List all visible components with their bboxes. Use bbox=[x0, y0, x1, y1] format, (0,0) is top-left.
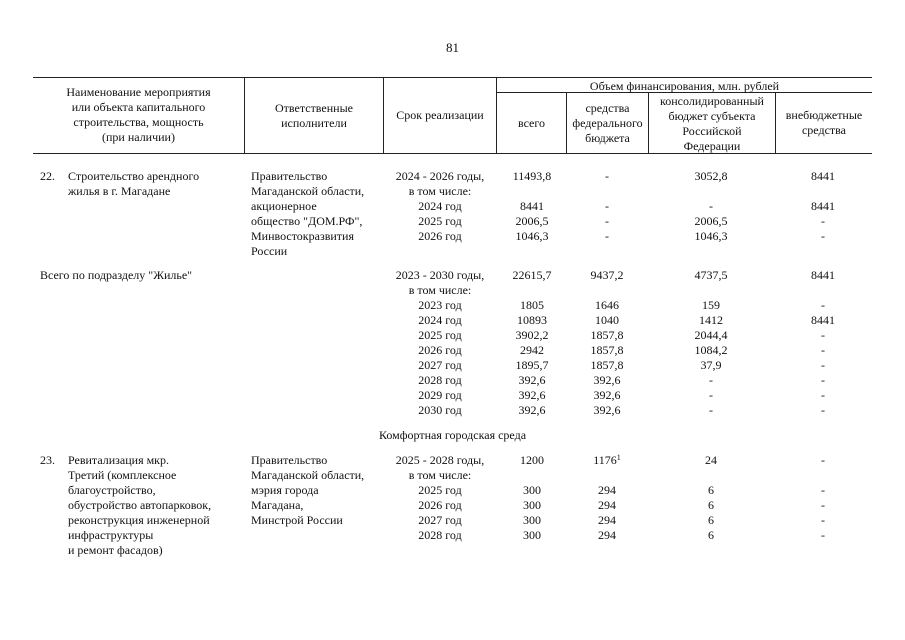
header-funding: Объем финансирования, млн. рублей bbox=[589, 79, 780, 93]
subtotal-total-cell bbox=[492, 283, 572, 298]
subtotal-federal-cell: 392,6 bbox=[593, 388, 621, 402]
row22-resp-line: Правительство bbox=[251, 169, 328, 183]
table-top-rule bbox=[33, 77, 872, 78]
subtotal-extra-cell: - bbox=[821, 298, 825, 312]
subtotal-consolidated-cell: - bbox=[709, 373, 713, 387]
header-name-line: (при наличии) bbox=[102, 130, 175, 144]
row22-consolidated bbox=[671, 169, 751, 244]
subtotal-total-cell: 1895,7 bbox=[515, 358, 549, 372]
subtotal-period-line: 2027 год bbox=[418, 358, 462, 372]
row23-federal-first-cell bbox=[567, 453, 647, 468]
row22-period-line: 2026 год bbox=[418, 229, 462, 243]
row23-name-line: обустройство автопарковок, bbox=[68, 498, 212, 512]
header-consolidated-line: Российской bbox=[682, 124, 742, 138]
subtotal-housing-label: Всего по подразделу "Жилье" bbox=[40, 268, 193, 282]
row23-consolidated-cell bbox=[671, 468, 751, 483]
row23-name-line: благоустройство, bbox=[68, 483, 156, 497]
header-period: Срок реализации bbox=[396, 108, 484, 122]
row22-number: 22. bbox=[40, 169, 55, 183]
row23-extra-cell: - bbox=[821, 528, 825, 542]
row22-extra-cell: - bbox=[821, 229, 825, 243]
subtotal-consolidated-cell: - bbox=[709, 388, 713, 402]
subtotal-period-line: 2026 год bbox=[418, 343, 462, 357]
row22-total-cell: 1046,3 bbox=[515, 229, 549, 243]
subtotal-federal-cell bbox=[567, 283, 647, 298]
header-federal bbox=[567, 101, 648, 146]
row22-name-line: Строительство арендного bbox=[68, 169, 200, 183]
row23-period-line: 2028 год bbox=[418, 528, 462, 542]
row22-federal-cell bbox=[567, 184, 647, 199]
row22-consolidated-cell: 2006,5 bbox=[694, 214, 728, 228]
header-extra-line: средства bbox=[801, 123, 846, 137]
subtotal-extra-cell bbox=[783, 283, 863, 298]
subtotal-period-line: в том числе: bbox=[408, 283, 472, 297]
header-resp-line: исполнители bbox=[281, 116, 347, 130]
row23-consolidated-cell: 6 bbox=[708, 498, 714, 512]
row23-name-line: реконструкция инженерной bbox=[68, 513, 210, 527]
subtotal-federal-cell: 9437,2 bbox=[590, 268, 624, 282]
subtotal-period-line: 2023 - 2030 годы, bbox=[395, 268, 485, 282]
row22-total-cell bbox=[492, 184, 572, 199]
subtotal-total-cell: 392,6 bbox=[518, 388, 546, 402]
row22-consolidated-cell bbox=[671, 184, 751, 199]
row22-resp-line: России bbox=[251, 244, 288, 258]
subtotal-period bbox=[384, 268, 496, 418]
row22-total-cell: 11493,8 bbox=[512, 169, 552, 183]
row23-extra-cell bbox=[783, 468, 863, 483]
subtotal-total-cell: 392,6 bbox=[518, 373, 546, 387]
row23-period-line: 2025 - 2028 годы, bbox=[395, 453, 485, 467]
row22-resp-line: Магаданской области, bbox=[251, 184, 365, 198]
subtotal-consolidated-cell: 1084,2 bbox=[694, 343, 728, 357]
row22-total-cell: 8441 bbox=[520, 199, 544, 213]
row23-total-cell: 300 bbox=[523, 498, 541, 512]
header-consolidated-line: бюджет субъекта bbox=[668, 109, 756, 123]
subtotal-federal-cell: 1857,8 bbox=[590, 328, 624, 342]
row23-total-cell: 300 bbox=[523, 483, 541, 497]
row22-period-line: 2024 - 2026 годы, bbox=[395, 169, 485, 183]
row22-name bbox=[68, 169, 199, 199]
row23-resp-line: мэрия города bbox=[251, 483, 319, 497]
subtotal-consolidated-cell: 4737,5 bbox=[694, 268, 728, 282]
subtotal-extra-cell: - bbox=[821, 373, 825, 387]
row23-period-line: 2027 год bbox=[418, 513, 462, 527]
row22-period-line: 2025 год bbox=[418, 214, 462, 228]
row22-total-cell: 2006,5 bbox=[515, 214, 549, 228]
subtotal-total-cell: 392,6 bbox=[518, 403, 546, 417]
row22-resp-line: акционерное bbox=[251, 199, 317, 213]
header-federal-line: средства bbox=[585, 101, 630, 115]
header-consolidated bbox=[649, 94, 775, 154]
row23-period bbox=[384, 453, 496, 543]
row23-extra-cell: - bbox=[821, 513, 825, 527]
subtotal-consolidated-cell bbox=[671, 283, 751, 298]
footnote-marker: 1 bbox=[616, 453, 621, 462]
row23-federal-cell: 294 bbox=[598, 483, 616, 497]
row22-extra-cell: 8441 bbox=[811, 199, 835, 213]
subtotal-federal-cell: 1040 bbox=[595, 313, 619, 327]
row23-extrabudgetary bbox=[783, 453, 863, 543]
subtotal-period-line: 2025 год bbox=[418, 328, 462, 342]
row23-federal-value: 1176 bbox=[593, 453, 617, 467]
header-total: всего bbox=[517, 116, 546, 130]
subtotal-federal-cell: 1857,8 bbox=[590, 343, 624, 357]
subtotal-extra-cell: - bbox=[821, 343, 825, 357]
subtotal-extra-cell: - bbox=[821, 328, 825, 342]
row23-total-cell: 300 bbox=[523, 528, 541, 542]
subtotal-consolidated bbox=[671, 268, 751, 418]
subtotal-extra-cell: - bbox=[821, 403, 825, 417]
subtotal-period-line: 2029 год bbox=[418, 388, 462, 402]
row22-federal-cell: - bbox=[605, 214, 609, 228]
subtotal-consolidated-cell: 37,9 bbox=[700, 358, 722, 372]
subtotal-extra-cell: 8441 bbox=[811, 313, 835, 327]
subtotal-total-cell: 22615,7 bbox=[512, 268, 552, 282]
row23-consolidated-cell: 6 bbox=[708, 513, 714, 527]
subtotal-period-line: 2023 год bbox=[418, 298, 462, 312]
row23-consolidated bbox=[671, 453, 751, 543]
row22-extra-cell: - bbox=[821, 214, 825, 228]
row22-consolidated-cell: 1046,3 bbox=[694, 229, 728, 243]
header-federal-line: федерального bbox=[572, 116, 643, 130]
header-name-line: или объекта капитального bbox=[71, 100, 206, 114]
header-federal-line: бюджета bbox=[585, 131, 630, 145]
row23-consolidated-cell: 24 bbox=[705, 453, 717, 467]
row23-federal-cell: 294 bbox=[598, 498, 616, 512]
row23-name-line: Третий (комплексное bbox=[68, 468, 177, 482]
row22-period-line: в том числе: bbox=[408, 184, 472, 198]
section-title: Комфортная городская среда bbox=[378, 428, 527, 442]
subtotal-period-line: 2030 год bbox=[418, 403, 462, 417]
row23-total-cell: 300 bbox=[523, 513, 541, 527]
subtotal-extra-cell: - bbox=[821, 388, 825, 402]
row23-resp-line: Правительство bbox=[251, 453, 328, 467]
row23-extra-cell: - bbox=[821, 483, 825, 497]
subtotal-total-cell: 1805 bbox=[520, 298, 544, 312]
subtotal-consolidated-cell: 159 bbox=[702, 298, 720, 312]
row23-total bbox=[492, 453, 572, 543]
row23-resp-line: Магадана, bbox=[251, 498, 304, 512]
row22-resp-line: Минвостокразвития bbox=[251, 229, 354, 243]
row22-extra-cell: 8441 bbox=[811, 169, 835, 183]
subtotal-period-line: 2028 год bbox=[418, 373, 462, 387]
subtotal-total bbox=[492, 268, 572, 418]
row22-name-line: жилья в г. Магадане bbox=[68, 184, 171, 198]
page-number: 81 bbox=[446, 40, 459, 55]
row22-federal-cell: - bbox=[605, 229, 609, 243]
subtotal-federal-cell: 392,6 bbox=[593, 373, 621, 387]
row23-period-line: 2026 год bbox=[418, 498, 462, 512]
row22-consolidated-cell: - bbox=[709, 199, 713, 213]
row22-period bbox=[384, 169, 496, 244]
row22-federal bbox=[567, 169, 647, 244]
row22-extra-cell bbox=[783, 184, 863, 199]
row22-federal-cell: - bbox=[605, 169, 609, 183]
row23-consolidated-cell: 6 bbox=[708, 483, 714, 497]
subtotal-total-cell: 2942 bbox=[520, 343, 544, 357]
subtotal-extrabudgetary bbox=[783, 268, 863, 418]
subtotal-extra-cell: 8441 bbox=[811, 268, 835, 282]
row22-total bbox=[492, 169, 572, 244]
header-extra-line: внебюджетные bbox=[785, 108, 863, 122]
row22-resp-line: общество "ДОМ.РФ", bbox=[251, 214, 363, 228]
header-consolidated-line: консолидированный bbox=[660, 94, 764, 108]
row23-extra-cell: - bbox=[821, 453, 825, 467]
subtotal-consolidated-cell: 1412 bbox=[699, 313, 723, 327]
subtotal-federal-cell: 1646 bbox=[595, 298, 619, 312]
subtotal-federal bbox=[567, 268, 647, 418]
subtotal-consolidated-cell: 2044,4 bbox=[694, 328, 728, 342]
row23-name-line: и ремонт фасадов) bbox=[68, 543, 163, 557]
row23-total-cell bbox=[492, 468, 572, 483]
header-consolidated-line: Федерации bbox=[683, 139, 741, 153]
row22-period-line: 2024 год bbox=[418, 199, 462, 213]
subtotal-federal-cell: 392,6 bbox=[593, 403, 621, 417]
row23-federal-cell: 294 bbox=[598, 528, 616, 542]
row23-federal bbox=[567, 453, 647, 543]
header-name bbox=[33, 85, 244, 145]
row23-total-cell: 1200 bbox=[520, 453, 544, 467]
row23-name-line: инфраструктуры bbox=[68, 528, 154, 542]
row22-consolidated-cell: 3052,8 bbox=[694, 169, 728, 183]
row23-extra-cell: - bbox=[821, 498, 825, 512]
row23-number: 23. bbox=[40, 453, 55, 467]
subtotal-consolidated-cell: - bbox=[709, 403, 713, 417]
row23-name-line: Ревитализация мкр. bbox=[68, 453, 170, 467]
subtotal-federal-cell: 1857,8 bbox=[590, 358, 624, 372]
row23-period-line: 2025 год bbox=[418, 483, 462, 497]
row23-name bbox=[68, 453, 211, 558]
row23-responsible bbox=[251, 453, 364, 528]
row23-consolidated-cell: 6 bbox=[708, 528, 714, 542]
header-resp-line: Ответственные bbox=[275, 101, 353, 115]
header-name-line: строительства, мощность bbox=[73, 115, 204, 129]
row23-resp-line: Минстрой России bbox=[251, 513, 343, 527]
row23-federal-cell bbox=[567, 468, 647, 483]
row22-responsible bbox=[251, 169, 364, 259]
subtotal-extra-cell: - bbox=[821, 358, 825, 372]
row23-federal-cell: 294 bbox=[598, 513, 616, 527]
subtotal-period-line: 2024 год bbox=[418, 313, 462, 327]
subtotal-total-cell: 3902,2 bbox=[515, 328, 549, 342]
subtotal-total-cell: 10893 bbox=[517, 313, 547, 327]
header-responsible bbox=[245, 101, 383, 131]
header-extrabudgetary bbox=[776, 108, 872, 138]
row23-resp-line: Магаданской области, bbox=[251, 468, 365, 482]
row22-extrabudgetary bbox=[783, 169, 863, 244]
row22-federal-cell: - bbox=[605, 199, 609, 213]
row23-period-line: в том числе: bbox=[408, 468, 472, 482]
header-name-line: Наименование мероприятия bbox=[66, 85, 211, 99]
